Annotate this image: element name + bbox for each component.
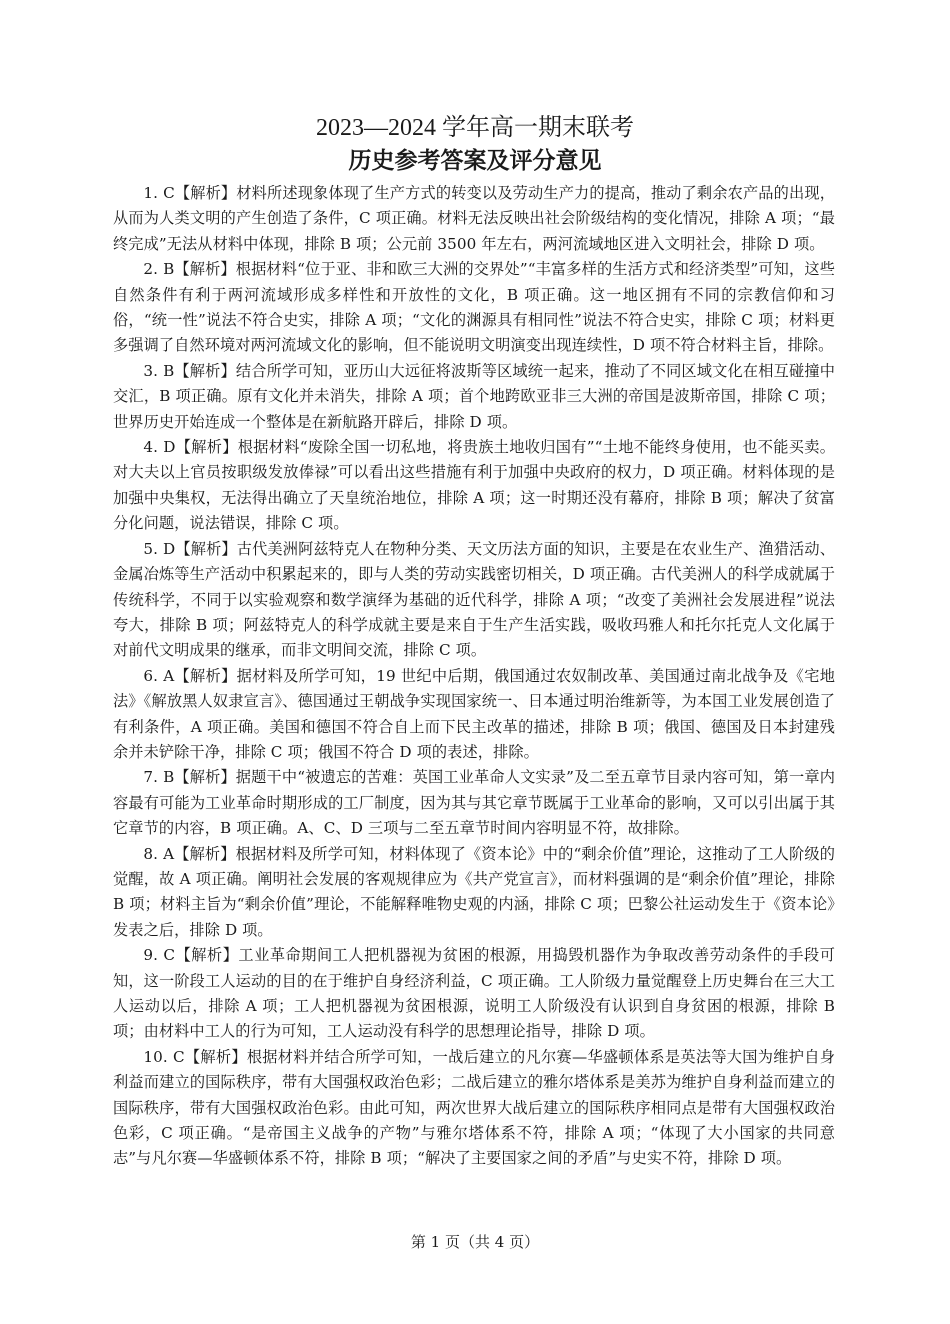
answer-item-9: 9. C【解析】工业革命期间工人把机器视为贫困的根源，用捣毁机器作为争取改善劳动条件的手段可知，这一阶段工人运动的目的在于维护自身经济利益，C 项正确。工人阶级力量觉醒登上历史舞台在三大工人运动以后，排除 A 项；工人把机器视为贫困根源，说明工人阶级没有认识到自身贫困的根源，排除 B 项；由材料中工人的行为可知，工人运动没有科学的思想理论指导，排除 D 项。 [113,946,835,1041]
answer-item-4: 4. D【解析】根据材料“废除全国一切私地，将贵族土地收归国有”“土地不能终身使用，也不能买卖。对大夫以上官员按职级发放俸禄”可以看出这些措施有利于加强中央政府的权力，D 项正确。材料体现的是加强中央集权，无法得出确立了天皇统治地位，排除 A 项；这一时期还没有幕府，排除 B 项；解决了贫富分化问题，说法错误，排除 C 项。 [113,438,835,533]
answer-key-heading: 历史参考答案及评分意见 [348,148,602,174]
answer-item-6: 6. A【解析】据材料及所学可知，19 世纪中后期，俄国通过农奴制改革、美国通过南北战争及《宅地法》《解放黑人奴隶宣言》、德国通过王朝战争实现国家统一、日本通过明治维新等，为本国工业发展创造了有利条件，A 项正确。美国和德国不符合自上而下民主改革的描述，排除 B 项；俄国、德国及日本封建残余并未铲除干净，排除 C 项；俄国不符合 D 项的表述，排除。 [113,666,835,761]
answer-item-10: 10. C【解析】根据材料并结合所学可知，一战后建立的凡尔赛—华盛顿体系是英法等大国为维护自身利益而建立的国际秩序，带有大国强权政治色彩；二战后建立的雅尔塔体系是美苏为维护自身利益而建立的国际秩序，带有大国强权政治色彩。由此可知，两次世界大战后建立的国际秩序相同点是带有大国强权政治色彩，C 项正确。“是帝国主义战争的产物”与雅尔塔体系不符，排除 A 项；“体现了大小国家的共同意志”与凡尔赛—华盛顿体系不符，排除 B 项；“解决了主要国家之间的矛盾”与史实不符，排除 D 项。 [113,1047,835,1168]
answer-list [113,181,835,1172]
answer-item-5: 5. D【解析】古代美洲阿兹特克人在物种分类、天文历法方面的知识，主要是在农业生产、渔猎活动、金属冶炼等生产活动中积累起来的，即与人类的劳动实践密切相关，D 项正确。古代美洲人的科学成就属于传统科学，不同于以实验观察和数学演绎为基础的近代科学，排除 A 项；“改变了美洲社会发展进程”说法夸大，排除 B 项；阿兹特克人的科学成就主要是来自于生产生活实践，吸收玛雅人和托尔托克人文化属于对前代文明成果的继承，而非文明间交流，排除 C 项。 [113,539,835,660]
answer-item-7: 7. B【解析】据题干中“被遗忘的苦难：英国工业革命人文实录”及二至五章节目录内容可知，第一章内容最有可能为工业革命时期形成的工厂制度，因为其与其它章节既属于工业革命的影响，又可以引出属于其它章节的内容，B 项正确。A、C、D 三项与二至五章节时间内容明显不符，故排除。 [113,768,835,838]
answer-item-1: 1. C【解析】材料所述现象体现了生产方式的转变以及劳动生产力的提高，推动了剩余农产品的出现，从而为人类文明的产生创造了条件，C 项正确。材料无法反映出社会阶级结构的变化情况，排除 A 项；“最终完成”无法从材料中体现，排除 B 项；公元前 3500 年左右，两河流域地区进入文明社会，排除 D 项。 [113,184,835,253]
exam-title: 2023—2024 学年高一期末联考 [316,115,634,141]
answer-item-3: 3. B【解析】结合所学可知，亚历山大远征将波斯等区域统一起来，推动了不同区域文化在相互碰撞中交汇，B 项正确。原有文化并未消失，排除 A 项；首个地跨欧亚非三大洲的帝国是波斯帝国，排除 C 项；世界历史开始连成一个整体是在新航路开辟后，排除 D 项。 [113,361,835,431]
page-number-footer: 第 1 页（共 4 页） [410,1233,540,1251]
answer-item-8: 8. A【解析】根据材料及所学可知，材料体现了《资本论》中的“剩余价值”理论，这推动了工人阶级的觉醒，故 A 项正确。阐明社会发展的客观规律应为《共产党宣言》，而材料强调的是“剩余价值”理论，排除 B 项；材料主旨为“剩余价值”理论，不能解释唯物史观的内涵，排除 C 项；巴黎公社运动发生于《资本论》发表之后，排除 D 项。 [113,844,835,939]
answer-item-2: 2. B【解析】根据材料“位于亚、非和欧三大洲的交界处”“丰富多样的生活方式和经济类型”可知，这些自然条件有利于两河流域形成多样性和开放性的文化，B 项正确。这一地区拥有不同的宗教信仰和习俗，“统一性”说法不符合史实，排除 A 项；“文化的渊源具有相同性”说法不符合史实，排除 C 项；材料更多强调了自然环境对两河流域文化的影响，但不能说明文明演变出现连续性，D 项不符合材料主旨，排除。 [113,260,835,355]
